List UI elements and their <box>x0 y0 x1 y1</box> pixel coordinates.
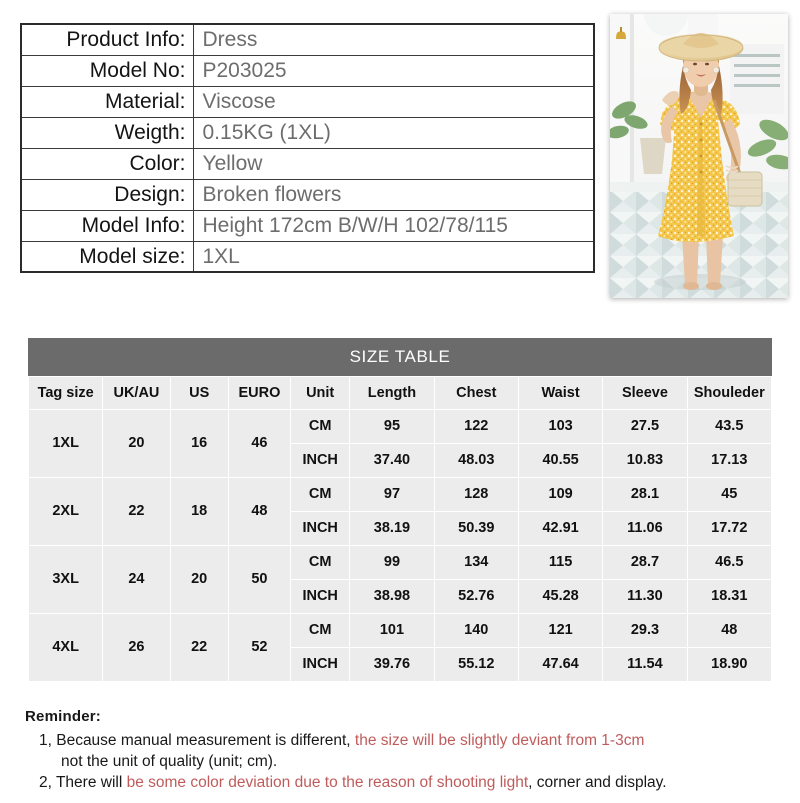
column-header-length: Length <box>350 377 434 410</box>
cell-us: 22 <box>170 614 228 682</box>
column-header-uk-au: UK/AU <box>103 377 170 410</box>
cell-chest-inch: 50.39 <box>434 512 518 546</box>
info-label-model-no: Model No: <box>21 55 193 86</box>
cell-chest-cm: 128 <box>434 478 518 512</box>
product-info-table <box>20 23 595 273</box>
info-value-model-info: Height 172cm B/W/H 102/78/115 <box>193 210 594 241</box>
info-value-model-size: 1XL <box>193 241 594 272</box>
size-table-head <box>29 377 772 410</box>
cell-unit-cm: CM <box>291 614 350 648</box>
table-row <box>21 24 594 55</box>
info-label-color: Color: <box>21 148 193 179</box>
cell-length-inch: 38.98 <box>350 580 434 614</box>
cell-unit-inch: INCH <box>291 444 350 478</box>
reminder-line-2 <box>25 772 785 793</box>
cell-length-cm: 101 <box>350 614 434 648</box>
cell-sleeve-inch: 11.06 <box>603 512 687 546</box>
column-header-euro: EURO <box>228 377 290 410</box>
info-label-model-size: Model size: <box>21 241 193 272</box>
column-header-tag-size: Tag size <box>29 377 103 410</box>
info-label-product-info: Product Info: <box>21 24 193 55</box>
cell-shoulder-inch: 18.90 <box>687 648 771 682</box>
cell-chest-inch: 55.12 <box>434 648 518 682</box>
cell-sleeve-cm: 28.7 <box>603 546 687 580</box>
cell-chest-inch: 52.76 <box>434 580 518 614</box>
info-label-design: Design: <box>21 179 193 210</box>
size-table <box>28 376 772 682</box>
cell-waist-cm: 109 <box>518 478 602 512</box>
info-value-material: Viscose <box>193 86 594 117</box>
size-table-section <box>28 338 772 682</box>
cell-tag-size: 1XL <box>29 410 103 478</box>
cell-uk-au: 26 <box>103 614 170 682</box>
cell-us: 20 <box>170 546 228 614</box>
cell-sleeve-inch: 11.30 <box>603 580 687 614</box>
cell-euro: 46 <box>228 410 290 478</box>
cell-euro: 50 <box>228 546 290 614</box>
cell-shoulder-cm: 48 <box>687 614 771 648</box>
cell-tag-size: 2XL <box>29 478 103 546</box>
table-header-row <box>29 377 772 410</box>
cell-us: 18 <box>170 478 228 546</box>
cell-shoulder-inch: 18.31 <box>687 580 771 614</box>
table-row <box>29 614 772 648</box>
cell-us: 16 <box>170 410 228 478</box>
cell-length-inch: 38.19 <box>350 512 434 546</box>
cell-unit-cm: CM <box>291 410 350 444</box>
cell-shoulder-inch: 17.13 <box>687 444 771 478</box>
cell-chest-cm: 122 <box>434 410 518 444</box>
cell-chest-cm: 134 <box>434 546 518 580</box>
cell-length-cm: 97 <box>350 478 434 512</box>
column-header-sleeve: Sleeve <box>603 377 687 410</box>
size-table-title: SIZE TABLE <box>28 338 772 376</box>
column-header-us: US <box>170 377 228 410</box>
reminder-heading: Reminder: <box>25 708 101 725</box>
reminder-line-2-highlight: be some color deviation due to the reason of shooting light <box>126 774 529 791</box>
info-value-design: Broken flowers <box>193 179 594 210</box>
cell-waist-cm: 103 <box>518 410 602 444</box>
column-header-shoulder: Shouleder <box>687 377 771 410</box>
cell-length-inch: 37.40 <box>350 444 434 478</box>
cell-euro: 48 <box>228 478 290 546</box>
cell-shoulder-cm: 43.5 <box>687 410 771 444</box>
cell-waist-inch: 42.91 <box>518 512 602 546</box>
info-value-weight: 0.15KG (1XL) <box>193 117 594 148</box>
cell-shoulder-cm: 46.5 <box>687 546 771 580</box>
cell-waist-inch: 40.55 <box>518 444 602 478</box>
column-header-unit: Unit <box>291 377 350 410</box>
cell-euro: 52 <box>228 614 290 682</box>
cell-unit-inch: INCH <box>291 580 350 614</box>
reminder-section <box>25 708 785 793</box>
info-value-color: Yellow <box>193 148 594 179</box>
column-header-waist: Waist <box>518 377 602 410</box>
cell-length-cm: 99 <box>350 546 434 580</box>
cell-length-inch: 39.76 <box>350 648 434 682</box>
reminder-line-1-highlight: the size will be slightly deviant from 1-3cm <box>354 732 645 749</box>
table-row <box>29 478 772 512</box>
cell-chest-inch: 48.03 <box>434 444 518 478</box>
cell-unit-cm: CM <box>291 478 350 512</box>
cell-waist-inch: 45.28 <box>518 580 602 614</box>
size-table-body <box>29 410 772 682</box>
cell-shoulder-inch: 17.72 <box>687 512 771 546</box>
cell-length-cm: 95 <box>350 410 434 444</box>
table-row <box>21 117 594 148</box>
table-row <box>29 410 772 444</box>
table-row <box>21 148 594 179</box>
info-value-model-no: P203025 <box>193 55 594 86</box>
cell-tag-size: 4XL <box>29 614 103 682</box>
table-row <box>21 179 594 210</box>
info-label-material: Material: <box>21 86 193 117</box>
cell-sleeve-inch: 11.54 <box>603 648 687 682</box>
info-label-weight: Weigth: <box>21 117 193 148</box>
reminder-line-1-continued: not the unit of quality (unit; cm). <box>61 753 278 770</box>
cell-sleeve-cm: 29.3 <box>603 614 687 648</box>
table-row <box>21 241 594 272</box>
cell-uk-au: 24 <box>103 546 170 614</box>
cell-unit-inch: INCH <box>291 648 350 682</box>
cell-unit-cm: CM <box>291 546 350 580</box>
cell-unit-inch: INCH <box>291 512 350 546</box>
table-row <box>21 55 594 86</box>
table-row <box>21 210 594 241</box>
reminder-line-1 <box>25 730 785 751</box>
cell-chest-cm: 140 <box>434 614 518 648</box>
info-value-product-info: Dress <box>193 24 594 55</box>
reminder-line-2-plain-end: , corner and display. <box>528 774 667 791</box>
cell-waist-cm: 115 <box>518 546 602 580</box>
table-row <box>21 86 594 117</box>
cell-shoulder-cm: 45 <box>687 478 771 512</box>
cell-sleeve-inch: 10.83 <box>603 444 687 478</box>
cell-uk-au: 20 <box>103 410 170 478</box>
cell-waist-inch: 47.64 <box>518 648 602 682</box>
product-info-body <box>21 24 594 272</box>
reminder-line-2-plain-start: 2, There will <box>39 774 127 791</box>
cell-sleeve-cm: 27.5 <box>603 410 687 444</box>
cell-sleeve-cm: 28.1 <box>603 478 687 512</box>
product-photo <box>610 14 788 298</box>
cell-uk-au: 22 <box>103 478 170 546</box>
table-row <box>29 546 772 580</box>
cell-waist-cm: 121 <box>518 614 602 648</box>
reminder-line-1-plain: 1, Because manual measurement is different, <box>39 732 355 749</box>
cell-tag-size: 3XL <box>29 546 103 614</box>
column-header-chest: Chest <box>434 377 518 410</box>
model-photo-illustration <box>610 14 788 298</box>
info-label-model-info: Model Info: <box>21 210 193 241</box>
